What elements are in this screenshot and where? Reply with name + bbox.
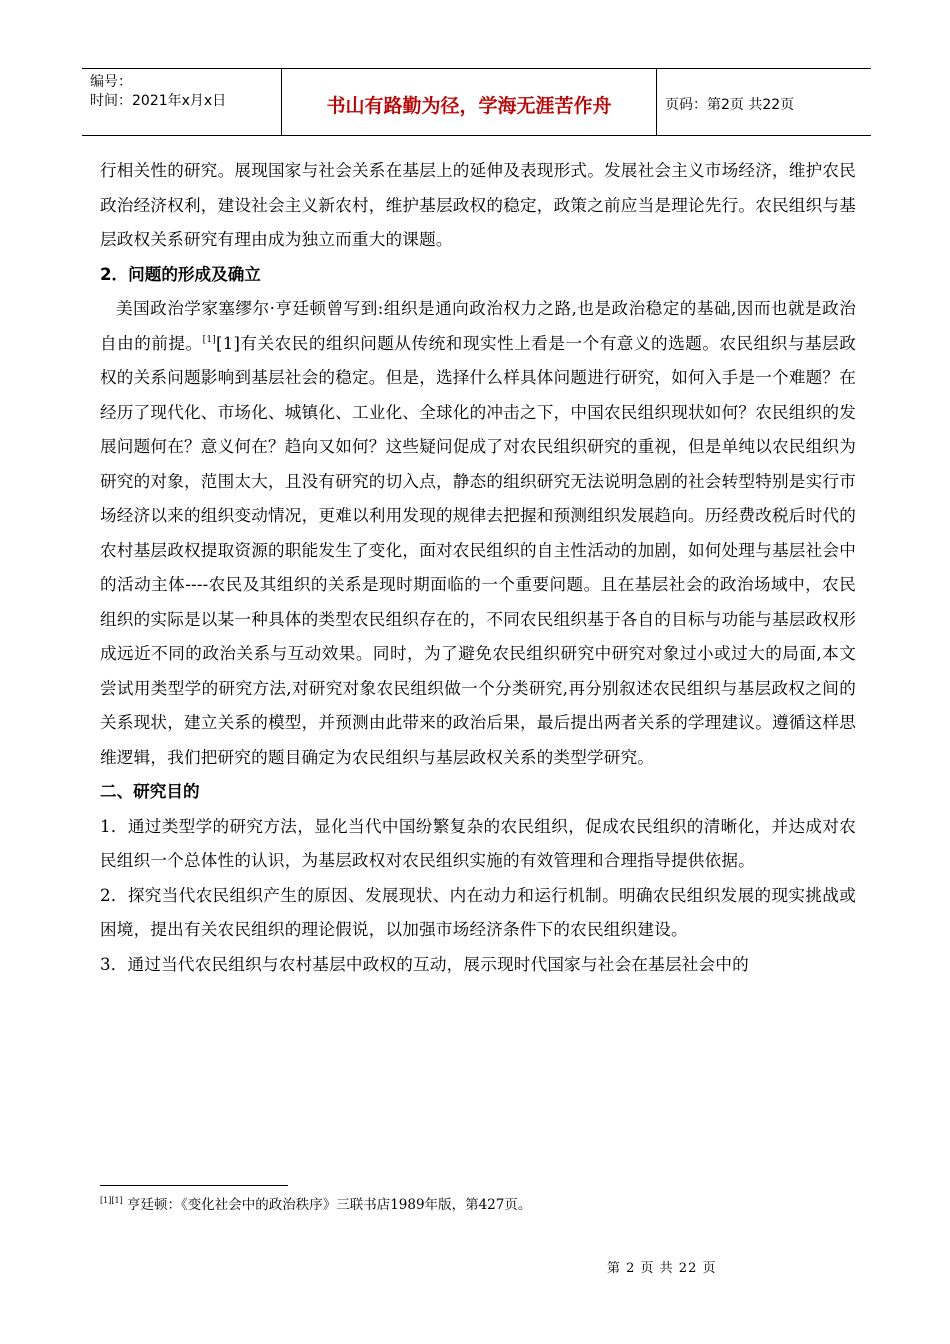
footnote-divider (100, 1185, 288, 1186)
document-body (100, 154, 856, 982)
footnote (100, 1196, 531, 1214)
paragraph-1: 行相关性的研究。展现国家与社会关系在基层上的延伸及表现形式。发展社会主义市场经济，维护农民政治经济权利，建设社会主义新农村，维护基层政权的稳定，政策之前应当是理论先行。农民组织与基层政权关系研究有理由成为独立而重大的课题。 (100, 161, 856, 249)
page-header (82, 68, 871, 136)
footnote-reference[interactable]: [1] (202, 334, 217, 345)
page-footer-number: 第 2 页 共 22 页 (607, 1261, 717, 1276)
paragraph-5: 3．通过当代农民组织与农村基层中政权的互动，展示现时代国家与社会在基层社会中的 (100, 954, 749, 974)
footnote-text: 亨廷顿：《变化社会中的政治秩序》三联书店1989年版，第427页。 (126, 1197, 532, 1213)
paragraph-2-part-a: 美国政治学家塞缪尔·亨廷顿曾写到:组织是通向政治权力之路,也是政治稳定的基础,因而也就是政治自由的前提。 (100, 299, 856, 353)
paragraph-4: 2．探究当代农民组织产生的原因、发展现状、内在动力和运行机制。明确农民组织发展的现实挑战或困境，提出有关农民组织的理论假说，以加强市场经济条件下的农民组织建设。 (100, 885, 856, 939)
section-heading-purpose: 二、研究目的 (100, 782, 200, 801)
header-motto: 书山有路勤为径，学海无涯苦作舟 (282, 69, 657, 135)
header-page-label: 页码：第2页 共22页 (665, 97, 795, 113)
paragraph-2-part-b: [1]有关农民的组织问题从传统和现实性上看是一个有意义的选题。农民组织与基层政权的关系问题影响到基层社会的稳定。但是，选择什么样具体问题进行研究，如何入手是一个难题？在经历了现代化、市场化、城镇化、工业化、全球化的冲击之下，中国农民组织现状如何？农民组织的发展问题何在？意义何在？趋向又如何？这些疑问促成了对农民组织研究的重视，但是单纯以农民组织为研究的对象，范围太大，且没有研究的切入点，静态的组织研究无法说明急剧的社会转型特别是实行市场经济以来的组织变动情况，更难以利用发现的规律去把握和预测组织发展趋向。历经费改税后时代的农村基层政权提取资源的职能发生了变化，面对农民组织的自主性活动的加剧，如何处理与基层社会中的活动主体----农民及其组织的关系是现时期面临的一个重要问题。且在基层社会的政治场域中，农民组织的实际是以某一种具体的类型农民组织存在的，不同农民组织基于各自的目标与功能与基层政权形成远近不同的政治关系与互动效果。同时，为了避免农民组织研究中研究对象过小或过大的局面,本文尝试用类型学的研究方法,对研究对象农民组织做一个分类研究,再分别叙述农民组织与基层政权之间的关系现状，建立关系的模型，并预测由此带来的政治后果，最后提出两者关系的学理建议。遵循这样思维逻辑，我们把研究的题目确定为农民组织与基层政权关系的类型学研究。 (100, 333, 856, 767)
document-number-label: 编号： (90, 74, 132, 90)
footnote-marker: [1][1] (100, 1196, 123, 1205)
paragraph-2 (100, 292, 856, 775)
header-meta (82, 69, 282, 135)
section-heading-problem: 2．问题的形成及确立 (100, 264, 261, 284)
paragraph-3: 1．通过类型学的研究方法，显化当代中国纷繁复杂的农民组织，促成农民组织的清晰化，并达成对农民组织一个总体性的认识，为基层政权对农民组织实施的有效管理和合理指导提供依据。 (100, 816, 856, 870)
document-time-label: 时间：2021年x月x日 (90, 93, 227, 109)
